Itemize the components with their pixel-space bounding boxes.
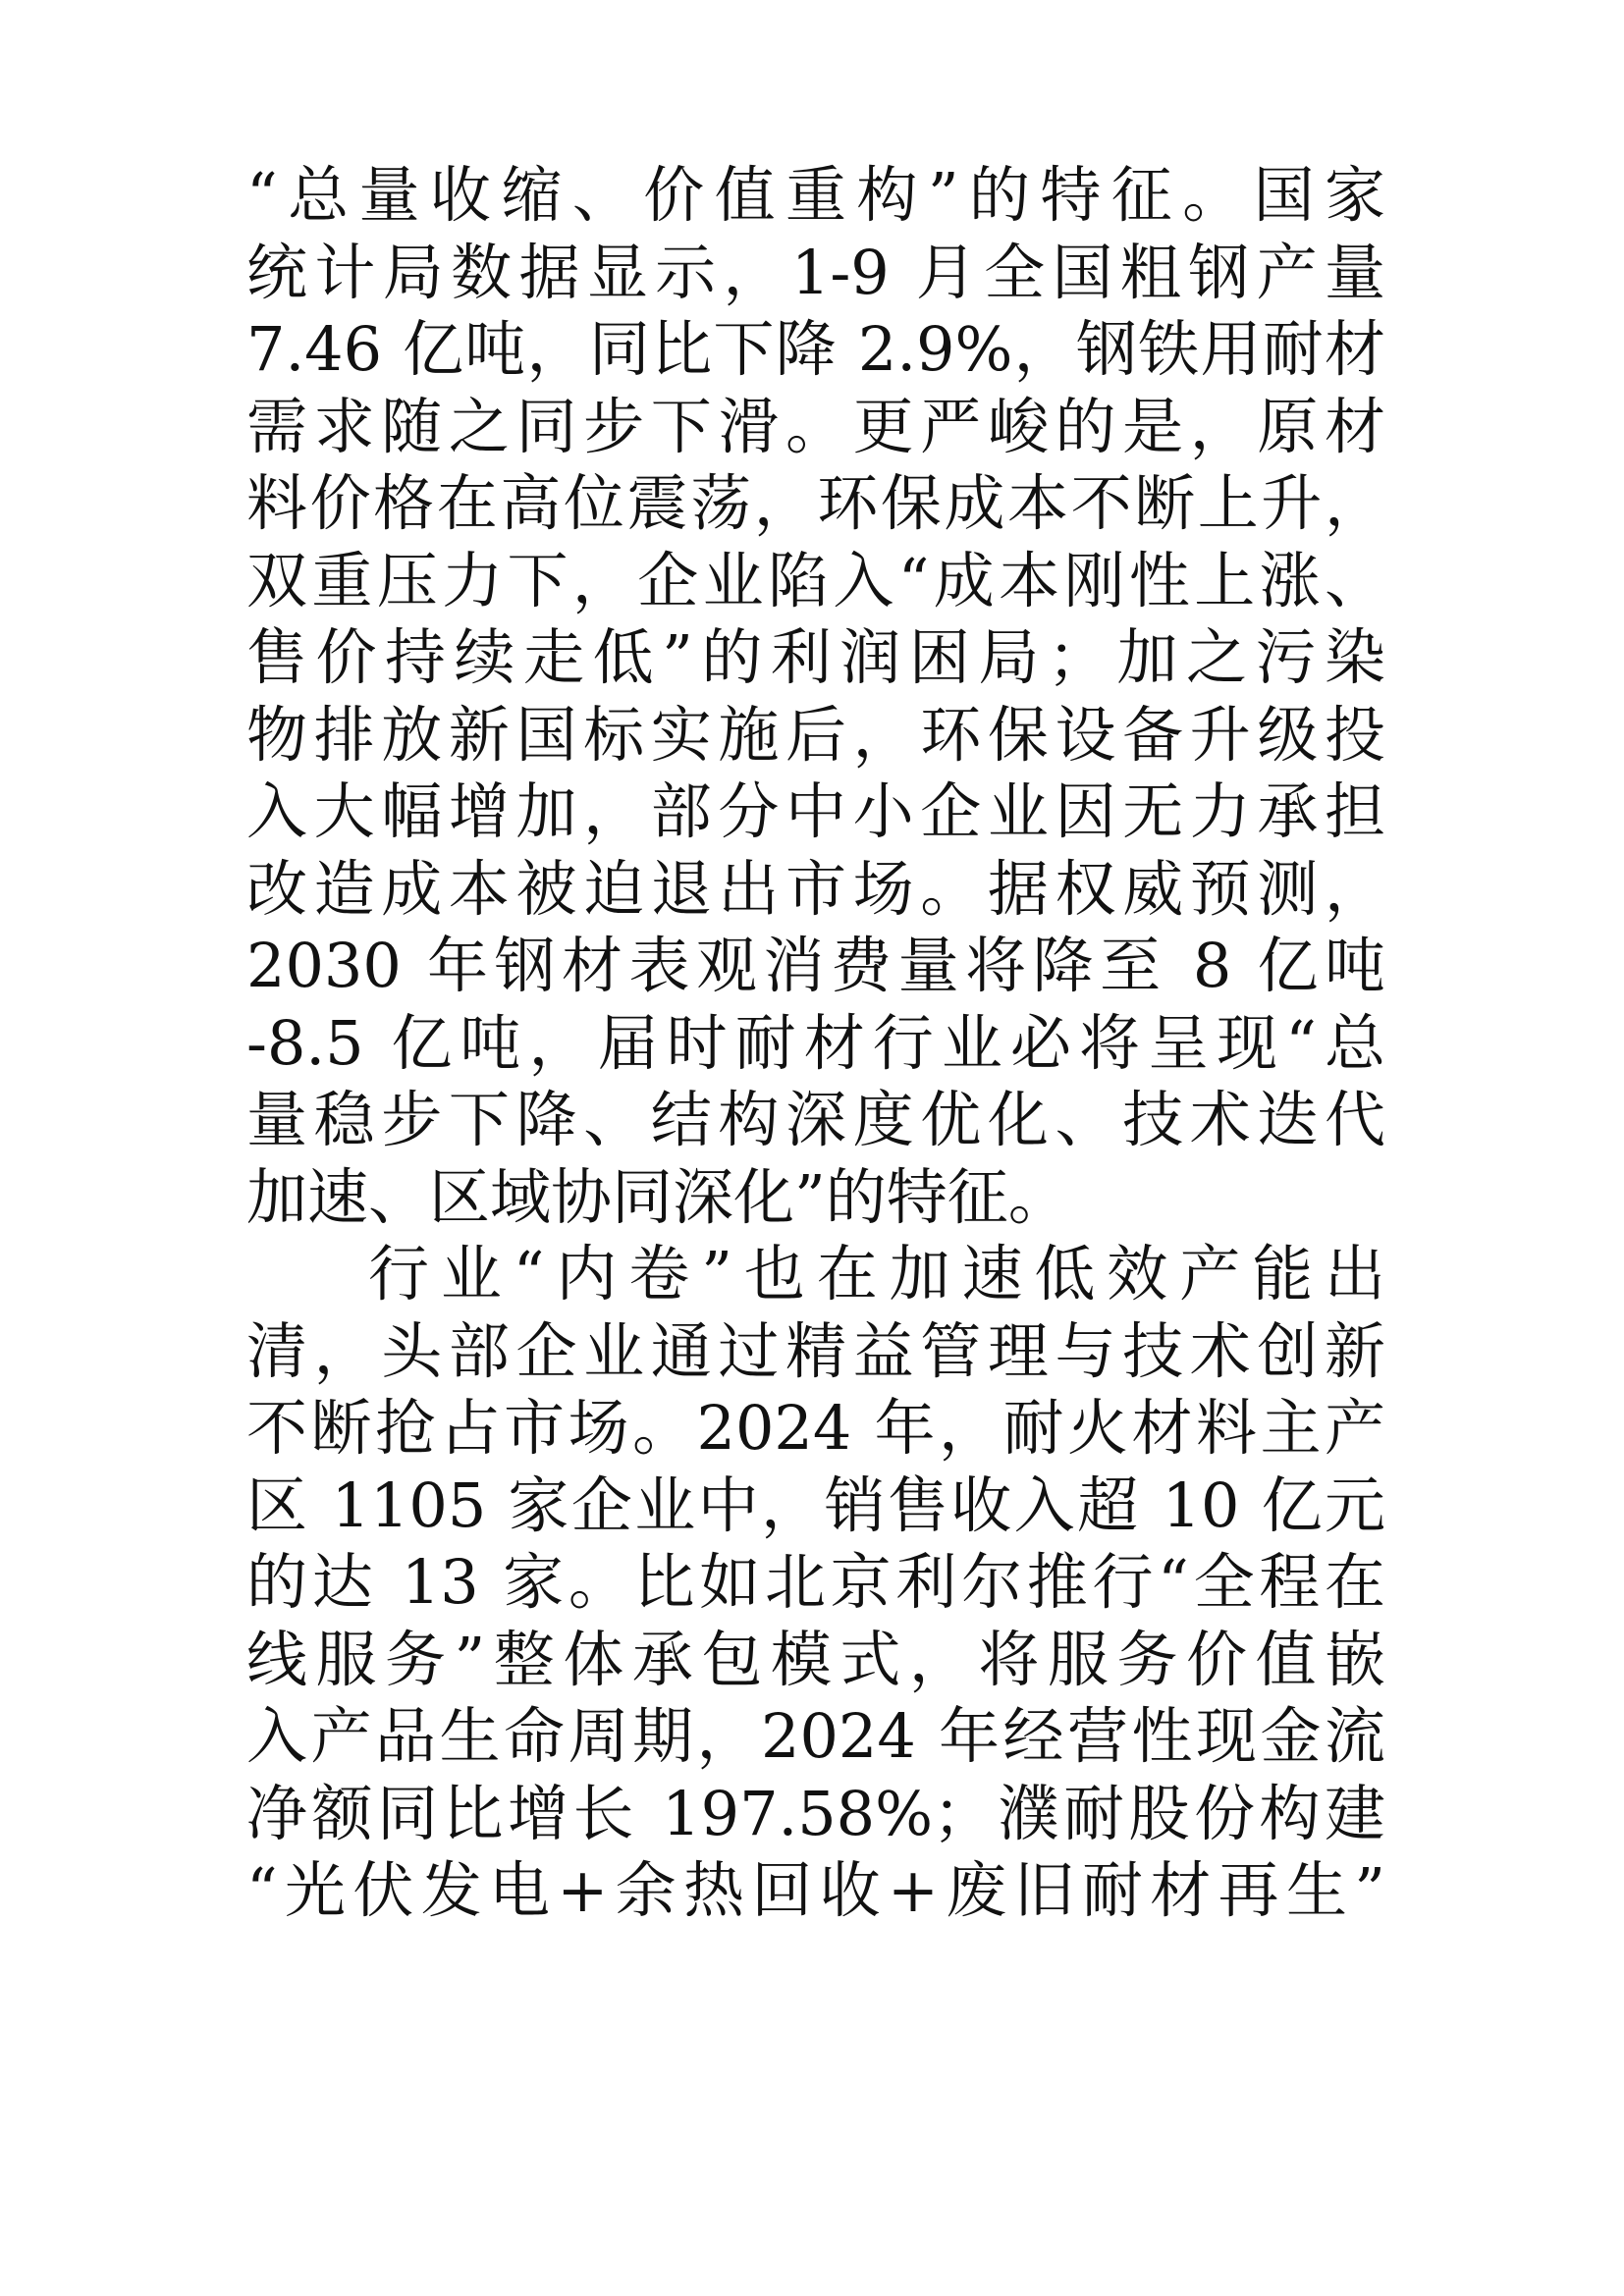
text-line: 量稳步下降、结构深度优化、技术迭代 xyxy=(246,1084,1385,1155)
text-line: 不断抢占市场。2024 年，耐火材料主产 xyxy=(246,1392,1385,1464)
text-line: 2030 年钢材表观消费量将降至 8 亿吨 xyxy=(246,930,1385,1001)
text-line: 加速、区域协同深化”的特征。 xyxy=(246,1160,1069,1233)
text-line: 需求随之同步下滑。更严峻的是，原材 xyxy=(246,390,1385,462)
text-line: “总量收缩、价值重构”的特征。国家 xyxy=(246,159,1385,231)
text-line: 区 1105 家企业中，销售收入超 10 亿元 xyxy=(246,1468,1385,1541)
body-text xyxy=(246,157,1385,1930)
text-line: 改造成本被迫退出市场。据权威预测， xyxy=(246,852,1385,925)
text-line: 料价格在高位震荡，环保成本不断上升， xyxy=(246,467,1385,539)
text-line: 7.46 亿吨，同比下降 2.9%，钢铁用耐材 xyxy=(246,313,1385,385)
paragraph-first-line: 行业“内卷”也在加速低效产能出 xyxy=(368,1238,1385,1309)
text-line: 清，头部企业通过精益管理与技术创新 xyxy=(246,1314,1385,1387)
text-line: 入大幅增加，部分中小企业因无力承担 xyxy=(246,775,1385,847)
text-line: 净额同比增长 197.58%；濮耐股份构建 xyxy=(246,1777,1385,1849)
text-line: 双重压力下，企业陷入“成本刚性上涨、 xyxy=(246,544,1385,616)
text-line: 售价持续走低”的利润困局；加之污染 xyxy=(246,621,1385,693)
text-line: 入产品生命周期，2024 年经营性现金流 xyxy=(246,1700,1385,1772)
text-line: 线服务”整体承包模式，将服务价值嵌 xyxy=(246,1623,1385,1695)
text-line: 统计局数据显示，1-9 月全国粗钢产量 xyxy=(246,236,1385,308)
text-line: 的达 13 家。比如北京利尔推行“全程在 xyxy=(246,1546,1385,1618)
text-line: 物排放新国标实施后，环保设备升级投 xyxy=(246,698,1385,771)
text-line: “光伏发电+余热回收+废旧耐材再生” xyxy=(246,1854,1385,1926)
text-line: -8.5 亿吨，届时耐材行业必将呈现“总 xyxy=(246,1006,1385,1079)
